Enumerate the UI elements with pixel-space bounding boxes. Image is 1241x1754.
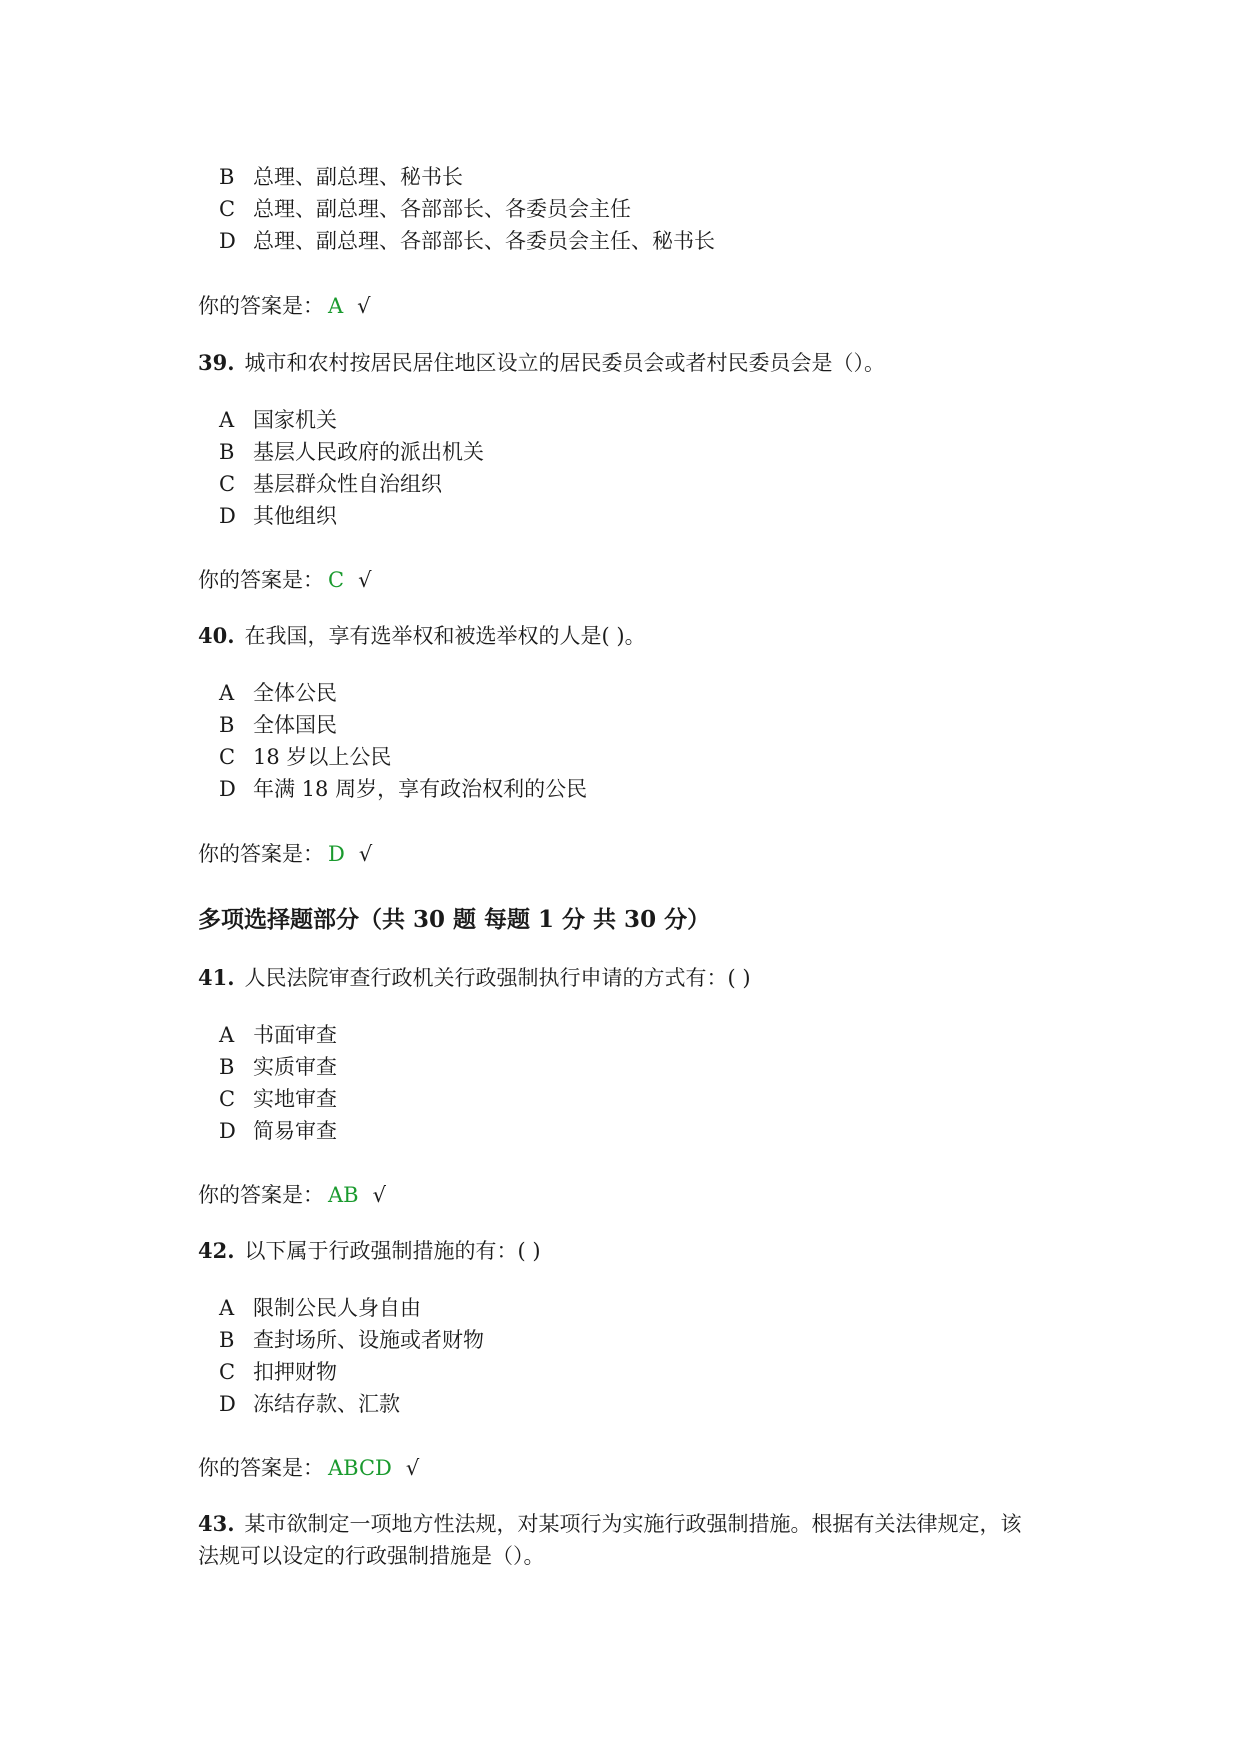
option-letter: D: [219, 777, 236, 801]
option-text: 全体公民: [253, 681, 337, 705]
answer-value: AB: [328, 1183, 359, 1207]
answer-line: [198, 565, 371, 595]
question-text-line1: 某市欲制定一项地方性法规，对某项行为实施行政强制措施。根据有关法律规定，该: [244, 1512, 1022, 1536]
option-letter: C: [219, 197, 236, 221]
option-text: 总理、副总理、秘书长: [253, 165, 463, 189]
option-text: 年满 18 周岁，享有政治权利的公民: [253, 777, 588, 801]
option-text: 实地审查: [253, 1087, 337, 1111]
option-letter: D: [219, 1119, 236, 1143]
question-text: 城市和农村按居民居住地区设立的居民委员会或者村民委员会是（）。: [244, 351, 886, 375]
option-text: 其他组织: [253, 504, 337, 528]
option-row: [219, 469, 442, 499]
check-mark-icon: √: [405, 1456, 420, 1480]
answer-value: C: [328, 568, 345, 592]
question-text: 在我国，享有选举权和被选举权的人是( )。: [244, 624, 646, 648]
option-row: [219, 1325, 484, 1355]
option-row: [219, 1052, 337, 1082]
question-text-line2: 法规可以设定的行政强制措施是（）。: [198, 1544, 545, 1568]
option-text: 总理、副总理、各部部长、各委员会主任: [253, 197, 631, 221]
option-row: [219, 501, 337, 531]
option-text: 简易审查: [253, 1119, 337, 1143]
option-row: [219, 437, 484, 467]
option-letter: B: [219, 713, 235, 737]
option-row: [219, 1116, 337, 1146]
question-43: [198, 1508, 1022, 1540]
option-letter: A: [219, 408, 235, 432]
answer-label: 你的答案是：: [198, 568, 324, 592]
option-row: [219, 774, 587, 804]
question-40: [198, 620, 646, 652]
option-text: 扣押财物: [253, 1360, 337, 1384]
check-mark-icon: √: [372, 1183, 386, 1207]
answer-label: 你的答案是：: [198, 294, 324, 318]
option-row: [219, 405, 337, 435]
question-42: [198, 1235, 541, 1267]
check-mark-icon: √: [357, 294, 371, 318]
option-row: [219, 742, 391, 772]
answer-label: 你的答案是：: [198, 842, 324, 866]
option-letter: D: [219, 504, 236, 528]
answer-line: [198, 839, 372, 869]
option-row: [219, 1020, 337, 1050]
option-text: 限制公民人身自由: [253, 1296, 421, 1320]
option-text: 查封场所、设施或者财物: [253, 1328, 484, 1352]
question-41: [198, 962, 751, 994]
answer-value: A: [328, 294, 344, 318]
option-row: [219, 710, 337, 740]
option-text: 冻结存款、汇款: [253, 1392, 400, 1416]
option-letter: C: [219, 1087, 236, 1111]
option-row: [219, 162, 463, 192]
option-letter: B: [219, 1055, 235, 1079]
option-letter: D: [219, 1392, 236, 1416]
option-letter: C: [219, 745, 236, 769]
option-row: [219, 226, 715, 256]
option-letter: C: [219, 472, 236, 496]
option-letter: D: [219, 229, 236, 253]
option-text: 国家机关: [253, 408, 337, 432]
answer-line: [198, 291, 371, 321]
option-text: 总理、副总理、各部部长、各委员会主任、秘书长: [253, 229, 715, 253]
answer-value: D: [328, 842, 345, 866]
option-letter: B: [219, 1328, 235, 1352]
question-number: 42.: [198, 1238, 235, 1263]
option-letter: A: [219, 1023, 235, 1047]
answer-line: [198, 1180, 386, 1210]
option-row: [219, 1389, 400, 1419]
question-number: 39.: [198, 350, 235, 375]
question-39: [198, 347, 885, 379]
option-row: [219, 1357, 337, 1387]
option-letter: A: [219, 1296, 235, 1320]
question-text: 人民法院审查行政机关行政强制执行申请的方式有：( ): [244, 966, 751, 990]
question-text: 以下属于行政强制措施的有：( ): [244, 1239, 541, 1263]
section-heading: 多项选择题部分（共 30 题 每题 1 分 共 30 分）: [198, 906, 711, 933]
option-row: [219, 1293, 421, 1323]
option-letter: B: [219, 165, 235, 189]
option-text: 全体国民: [253, 713, 337, 737]
check-mark-icon: √: [358, 568, 372, 592]
option-letter: A: [219, 681, 235, 705]
question-43-continuation: [198, 1540, 545, 1572]
option-letter: C: [219, 1360, 236, 1384]
answer-label: 你的答案是：: [198, 1183, 324, 1207]
option-letter: B: [219, 440, 235, 464]
question-number: 40.: [198, 623, 235, 648]
option-row: [219, 678, 337, 708]
question-number: 43.: [198, 1511, 235, 1536]
option-row: [219, 194, 631, 224]
option-row: [219, 1084, 337, 1114]
option-text: 18 岁以上公民: [253, 745, 392, 769]
option-text: 书面审查: [253, 1023, 337, 1047]
question-number: 41.: [198, 965, 235, 990]
option-text: 基层群众性自治组织: [253, 472, 442, 496]
answer-label: 你的答案是：: [198, 1456, 324, 1480]
answer-line: [198, 1453, 419, 1483]
answer-value: ABCD: [328, 1456, 392, 1480]
option-text: 实质审查: [253, 1055, 337, 1079]
check-mark-icon: √: [358, 842, 373, 866]
option-text: 基层人民政府的派出机关: [253, 440, 484, 464]
